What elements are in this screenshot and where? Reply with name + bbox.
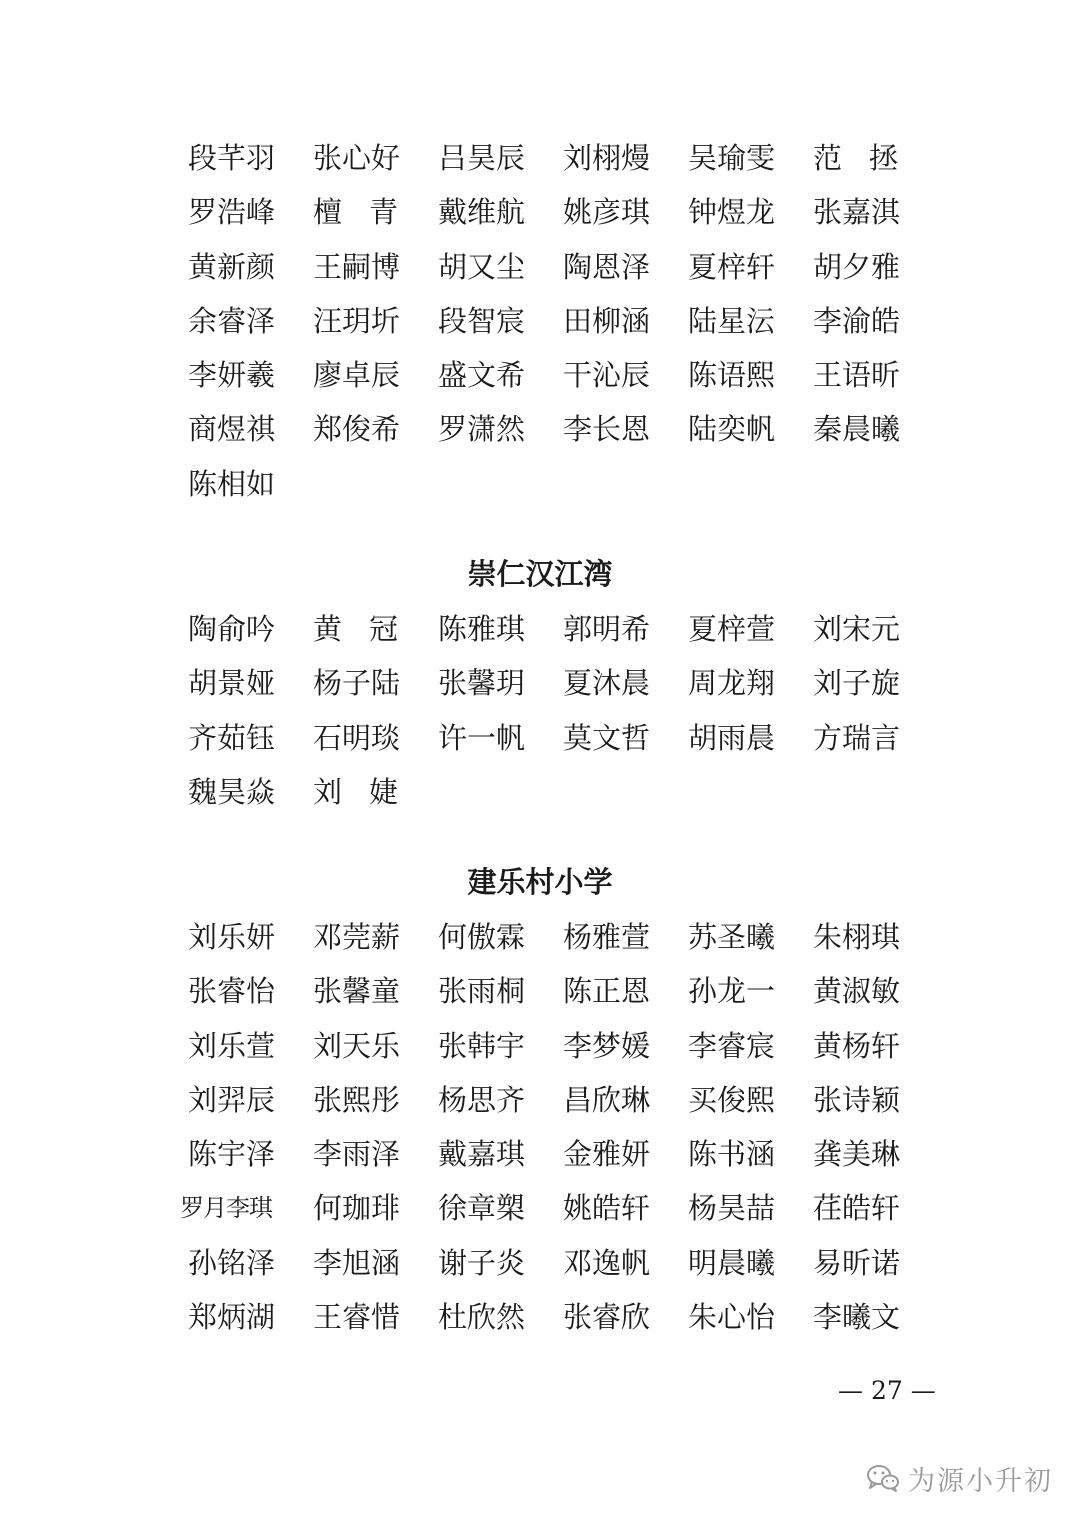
student-name: 张心好 <box>313 141 401 175</box>
student-name: 张诗颖 <box>813 1082 901 1117</box>
student-name: 黄淑敏 <box>813 974 901 1009</box>
student-name: 刘天乐 <box>313 1028 401 1063</box>
student-name: 王睿惜 <box>313 1300 401 1335</box>
student-name: 罗月李琪 <box>180 1194 272 1223</box>
student-name: 廖卓辰 <box>313 358 401 393</box>
student-name: 刘乐妍 <box>188 920 276 954</box>
student-name: 李妍羲 <box>188 358 276 393</box>
student-name: 谢子炎 <box>438 1245 526 1280</box>
student-name: 张馨玥 <box>438 666 526 701</box>
student-name: 金雅妍 <box>563 1137 651 1172</box>
student-name: 明晨曦 <box>688 1245 776 1280</box>
student-name: 易昕诺 <box>813 1245 901 1280</box>
student-name: 杨思齐 <box>438 1082 526 1117</box>
student-name: 张馨童 <box>313 974 401 1009</box>
name-row <box>188 663 908 717</box>
name-row <box>188 1026 908 1080</box>
student-name: 李曦文 <box>813 1300 901 1335</box>
student-name: 张韩宇 <box>438 1028 526 1063</box>
student-name: 孙龙一 <box>688 974 776 1009</box>
student-name: 张雨桐 <box>438 974 526 1009</box>
student-name: 胡雨晨 <box>688 720 776 755</box>
student-name: 许一帆 <box>438 720 526 755</box>
student-name: 姚彦琪 <box>563 195 651 230</box>
student-name: 陆奕帆 <box>688 412 776 447</box>
student-name: 陶俞吟 <box>188 612 276 646</box>
student-name: 陈雅琪 <box>438 612 526 646</box>
student-name: 陆星沄 <box>688 303 776 338</box>
student-name: 莫文哲 <box>563 720 651 755</box>
student-name: 何傲霖 <box>438 920 526 954</box>
student-name: 张睿怡 <box>188 974 276 1009</box>
student-name: 刘乐萱 <box>188 1028 276 1063</box>
name-row <box>180 1188 908 1242</box>
student-name: 盛文希 <box>438 358 526 393</box>
student-name: 李雨泽 <box>313 1137 401 1172</box>
student-name: 李睿宸 <box>688 1028 776 1063</box>
student-name: 汪玥圻 <box>313 303 401 338</box>
student-name: 石明琰 <box>313 720 401 755</box>
student-name: 黄冠 <box>313 612 426 646</box>
student-name: 段芊羽 <box>188 141 276 175</box>
student-name: 陈相如 <box>188 466 276 501</box>
student-name: 胡景娅 <box>188 666 276 701</box>
name-row <box>188 772 908 826</box>
student-name: 苏圣曦 <box>688 920 776 954</box>
name-grid <box>180 917 908 1351</box>
name-row <box>188 464 908 518</box>
student-name: 买俊熙 <box>688 1082 776 1117</box>
student-name: 干沁辰 <box>563 358 651 393</box>
student-name: 戴嘉琪 <box>438 1137 526 1172</box>
student-name: 段智宸 <box>438 303 526 338</box>
student-name: 龚美琳 <box>813 1137 901 1172</box>
name-grid <box>188 609 908 826</box>
student-name: 胡夕雅 <box>813 249 901 284</box>
student-name: 胡又尘 <box>438 249 526 284</box>
student-name: 夏沐晨 <box>563 666 651 701</box>
student-name: 黄杨轩 <box>813 1028 901 1063</box>
student-name: 范拯 <box>813 141 926 175</box>
student-name: 何珈琲 <box>313 1191 401 1226</box>
watermark <box>866 1458 1053 1498</box>
student-name: 陈书涵 <box>688 1137 776 1172</box>
watermark-text: 为源小升初 <box>908 1465 1053 1497</box>
student-name: 钟煜龙 <box>688 195 776 230</box>
student-name: 杨昊喆 <box>688 1191 776 1226</box>
student-name: 刘羿辰 <box>188 1082 276 1117</box>
student-name: 李梦媛 <box>563 1028 651 1063</box>
student-name: 吴瑜雯 <box>688 141 776 175</box>
student-name: 刘婕 <box>313 774 426 809</box>
name-row <box>188 971 908 1025</box>
student-name: 秦晨曦 <box>813 412 901 447</box>
student-name: 田柳涵 <box>563 303 651 338</box>
student-name: 刘子旋 <box>813 666 901 701</box>
name-row <box>188 192 908 246</box>
student-name: 张睿欣 <box>563 1300 651 1335</box>
student-name: 方瑞言 <box>813 720 901 755</box>
student-name: 戴维航 <box>438 195 526 230</box>
section-heading: 建乐村小学 <box>467 865 613 899</box>
student-name: 陈宇泽 <box>188 1137 276 1172</box>
student-name: 姚皓轩 <box>563 1191 651 1226</box>
student-name: 李旭涵 <box>313 1245 401 1280</box>
student-name: 杨雅萱 <box>563 920 651 954</box>
student-name: 罗潇然 <box>438 412 526 447</box>
student-name: 邓莞薪 <box>313 920 401 954</box>
section-heading: 崇仁汉江湾 <box>467 557 613 591</box>
student-name: 邓逸帆 <box>563 1245 651 1280</box>
student-name: 郭明希 <box>563 612 651 646</box>
student-name: 郑俊希 <box>313 412 401 447</box>
student-name: 陶恩泽 <box>563 249 651 284</box>
student-name: 朱心怡 <box>688 1300 776 1335</box>
student-name: 魏昊焱 <box>188 774 276 809</box>
student-name: 刘栩熳 <box>563 141 651 175</box>
student-name: 张熙彤 <box>313 1082 401 1117</box>
name-row <box>188 1297 908 1351</box>
wechat-icon <box>866 1463 900 1493</box>
student-name: 檀青 <box>313 195 426 230</box>
student-name: 刘宋元 <box>813 612 901 646</box>
student-name: 李长恩 <box>563 412 651 447</box>
student-name: 昌欣琳 <box>563 1082 651 1117</box>
student-name: 夏梓轩 <box>688 249 776 284</box>
page-number: — 27 — <box>838 1376 936 1405</box>
student-name: 郑炳湖 <box>188 1300 276 1335</box>
student-name: 孙铭泽 <box>188 1245 276 1280</box>
student-name: 杜欣然 <box>438 1300 526 1335</box>
name-row <box>188 409 908 463</box>
student-name: 周龙翔 <box>688 666 776 701</box>
name-row <box>188 301 908 355</box>
student-name: 余睿泽 <box>188 303 276 338</box>
student-name: 荏皓轩 <box>813 1191 901 1226</box>
name-row <box>188 1243 908 1297</box>
student-name: 罗浩峰 <box>188 195 276 230</box>
student-name: 齐茹钰 <box>188 720 276 755</box>
name-row <box>188 355 908 409</box>
student-name: 张嘉淇 <box>813 195 901 230</box>
student-name: 吕昊辰 <box>438 141 526 175</box>
name-row <box>188 1080 908 1134</box>
name-row <box>188 138 926 192</box>
name-row <box>188 609 908 663</box>
student-name: 夏梓萱 <box>688 612 776 646</box>
name-row <box>188 1134 908 1188</box>
student-name: 朱栩琪 <box>813 920 901 954</box>
name-row <box>188 247 908 301</box>
student-name: 王语昕 <box>813 358 901 393</box>
name-row <box>188 917 908 971</box>
name-grid <box>188 138 926 518</box>
student-name: 李渝皓 <box>813 303 901 338</box>
student-name: 商煜祺 <box>188 412 276 447</box>
student-name: 杨子陆 <box>313 666 401 701</box>
student-name: 黄新颜 <box>188 249 276 284</box>
student-name: 陈语熙 <box>688 358 776 393</box>
student-name: 陈正恩 <box>563 974 651 1009</box>
name-row <box>188 718 908 772</box>
student-name: 徐章槊 <box>438 1191 526 1226</box>
student-name: 王嗣博 <box>313 249 401 284</box>
